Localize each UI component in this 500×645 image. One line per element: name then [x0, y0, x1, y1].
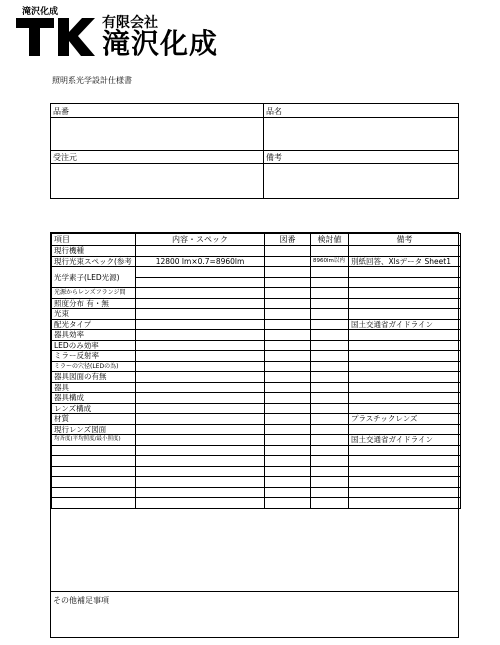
row-content: [136, 466, 265, 477]
table-row: [52, 445, 461, 456]
row-remarks: [349, 382, 461, 393]
row-remarks: [349, 403, 461, 414]
row-content: [136, 288, 265, 299]
row-drawing: [265, 246, 311, 257]
row-drawing: [265, 393, 311, 404]
row-drawing: [265, 309, 311, 320]
row-remarks: [349, 267, 461, 278]
spec-header-row: [52, 234, 461, 246]
table-row: [52, 403, 461, 414]
table-row: [52, 351, 461, 362]
row-item: 光源からレンズフランジ間: [52, 288, 136, 299]
table-row: [52, 330, 461, 341]
row-item: [52, 487, 136, 498]
row-value: [311, 445, 349, 456]
row-value: [311, 319, 349, 330]
header-study-value: 検討値: [311, 234, 349, 246]
row-drawing: [265, 498, 311, 509]
row-value: [311, 382, 349, 393]
row-value: [311, 393, 349, 404]
row-drawing: [265, 403, 311, 414]
row-item: 器具効率: [52, 330, 136, 341]
spec-table: [50, 232, 459, 638]
row-content: [136, 403, 265, 414]
row-value: [311, 414, 349, 425]
part-name-label: 品名: [266, 107, 282, 116]
row-value: [311, 361, 349, 372]
row-content: [136, 424, 265, 435]
row-item: 器具図面の有無: [52, 372, 136, 383]
row-drawing: [265, 435, 311, 446]
row-item: 光束: [52, 309, 136, 320]
remarks-label: 備考: [266, 153, 282, 162]
row-item: [52, 466, 136, 477]
row-value: [311, 466, 349, 477]
row-content: [136, 382, 265, 393]
row-item: レンズ構成: [52, 403, 136, 414]
row-value: [311, 277, 349, 288]
row-drawing: [265, 424, 311, 435]
row-drawing: [265, 466, 311, 477]
table-row: [52, 246, 461, 257]
row-value: [311, 403, 349, 414]
table-row: [52, 267, 461, 278]
row-value: [311, 246, 349, 257]
info-table: [50, 103, 459, 199]
table-row: [52, 498, 461, 509]
row-item: LEDのみ効率: [52, 340, 136, 351]
row-remarks: [349, 298, 461, 309]
row-remarks: [349, 277, 461, 288]
row-drawing: [265, 445, 311, 456]
table-row: [52, 319, 461, 330]
row-remarks: [349, 477, 461, 488]
row-remarks: 国土交通省ガイドライン: [349, 435, 461, 446]
row-value: [311, 351, 349, 362]
row-value: [311, 330, 349, 341]
table-row: [52, 424, 461, 435]
row-value: [311, 340, 349, 351]
row-remarks: [349, 340, 461, 351]
row-remarks: [349, 487, 461, 498]
row-item: 均斉度(平均照度/最小照度): [52, 435, 136, 446]
row-value: [311, 372, 349, 383]
row-remarks: [349, 361, 461, 372]
row-content: [136, 456, 265, 467]
row-content: [136, 309, 265, 320]
table-row: [52, 288, 461, 299]
row-remarks: プラスチックレンズ: [349, 414, 461, 425]
table-row: [52, 456, 461, 467]
info-divider: [51, 117, 458, 118]
company-type: 有限会社: [102, 15, 158, 31]
row-remarks: 国土交通省ガイドライン: [349, 319, 461, 330]
row-item: [52, 498, 136, 509]
row-content: [136, 277, 265, 288]
row-content: [136, 477, 265, 488]
table-row: [52, 256, 461, 267]
row-item: [52, 477, 136, 488]
tk-logo-icon: [14, 14, 96, 58]
row-remarks: [349, 351, 461, 362]
row-value: [311, 456, 349, 467]
row-content: [136, 393, 265, 404]
row-content: [136, 340, 265, 351]
row-remarks: [349, 309, 461, 320]
row-content: [136, 267, 265, 278]
row-content: [136, 361, 265, 372]
row-content: 12800 lm×0.7=8960lm: [136, 256, 265, 267]
row-item: [52, 456, 136, 467]
table-row: [52, 309, 461, 320]
header-drawing-number: 図番: [265, 234, 311, 246]
row-content: [136, 330, 265, 341]
row-drawing: [265, 382, 311, 393]
row-remarks: [349, 393, 461, 404]
table-row: [52, 393, 461, 404]
notes-section: [51, 591, 458, 637]
row-content: [136, 246, 265, 257]
company-name: 滝沢化成: [102, 27, 219, 60]
row-value: [311, 498, 349, 509]
row-remarks: [349, 498, 461, 509]
row-item: 照度分布 有・無: [52, 298, 136, 309]
row-item: 器具: [52, 382, 136, 393]
row-value: [311, 424, 349, 435]
table-row: [52, 466, 461, 477]
row-value: [311, 298, 349, 309]
row-item: ミラー反射率: [52, 351, 136, 362]
row-value: [311, 487, 349, 498]
row-remarks: 別紙回答、Xlsデータ Sheet1: [349, 256, 461, 267]
row-content: [136, 435, 265, 446]
row-drawing: [265, 477, 311, 488]
table-row: [52, 298, 461, 309]
row-content: [136, 414, 265, 425]
order-from-label: 受注元: [53, 153, 77, 162]
row-remarks: [349, 372, 461, 383]
row-drawing: [265, 288, 311, 299]
row-remarks: [349, 330, 461, 341]
info-divider-vertical: [263, 104, 264, 198]
row-drawing: [265, 487, 311, 498]
row-drawing: [265, 351, 311, 362]
table-row: [52, 372, 461, 383]
table-row: [52, 477, 461, 488]
row-remarks: [349, 246, 461, 257]
info-divider: [51, 150, 458, 151]
row-remarks: [349, 445, 461, 456]
row-item: 配光タイプ: [52, 319, 136, 330]
row-drawing: [265, 414, 311, 425]
row-content: [136, 298, 265, 309]
row-drawing: [265, 277, 311, 288]
logo-small-text: 滝沢化成: [22, 7, 59, 17]
row-item: 現行機種: [52, 246, 136, 257]
row-content: [136, 319, 265, 330]
row-content: [136, 351, 265, 362]
row-drawing: [265, 319, 311, 330]
row-remarks: [349, 424, 461, 435]
part-number-label: 品番: [53, 107, 69, 116]
row-content: [136, 498, 265, 509]
row-item: ミラーの穴径(LEDの為): [52, 361, 136, 372]
row-remarks: [349, 456, 461, 467]
row-drawing: [265, 456, 311, 467]
row-value: [311, 477, 349, 488]
table-row: [52, 487, 461, 498]
row-item: 器具構成: [52, 393, 136, 404]
row-content: [136, 445, 265, 456]
row-value: 8960lm以内: [311, 256, 349, 267]
header-remarks: 備考: [349, 234, 461, 246]
table-row: [52, 414, 461, 425]
row-drawing: [265, 372, 311, 383]
row-item: 現行光束スペック(参考: [52, 256, 136, 267]
row-drawing: [265, 361, 311, 372]
header-content-spec: 内容・スペック: [136, 234, 265, 246]
row-drawing: [265, 330, 311, 341]
row-value: [311, 309, 349, 320]
row-drawing: [265, 340, 311, 351]
table-row: [52, 382, 461, 393]
row-item: 光学素子(LED光源): [52, 267, 136, 288]
info-divider: [51, 163, 458, 164]
row-item: [52, 445, 136, 456]
row-item: 現行レンズ図面: [52, 424, 136, 435]
row-drawing: [265, 256, 311, 267]
company-logo: [14, 4, 254, 66]
row-remarks: [349, 466, 461, 477]
row-content: [136, 372, 265, 383]
row-content: [136, 487, 265, 498]
notes-label: その他補足事項: [53, 596, 109, 605]
row-remarks: [349, 288, 461, 299]
row-item: 材質: [52, 414, 136, 425]
table-row: [52, 340, 461, 351]
row-value: [311, 435, 349, 446]
header-item: 項目: [52, 234, 136, 246]
row-drawing: [265, 298, 311, 309]
row-drawing: [265, 267, 311, 278]
row-value: [311, 288, 349, 299]
row-value: [311, 267, 349, 278]
document-title: 照明系光学設計仕様書: [52, 76, 132, 85]
table-row: [52, 361, 461, 372]
table-row: [52, 435, 461, 446]
